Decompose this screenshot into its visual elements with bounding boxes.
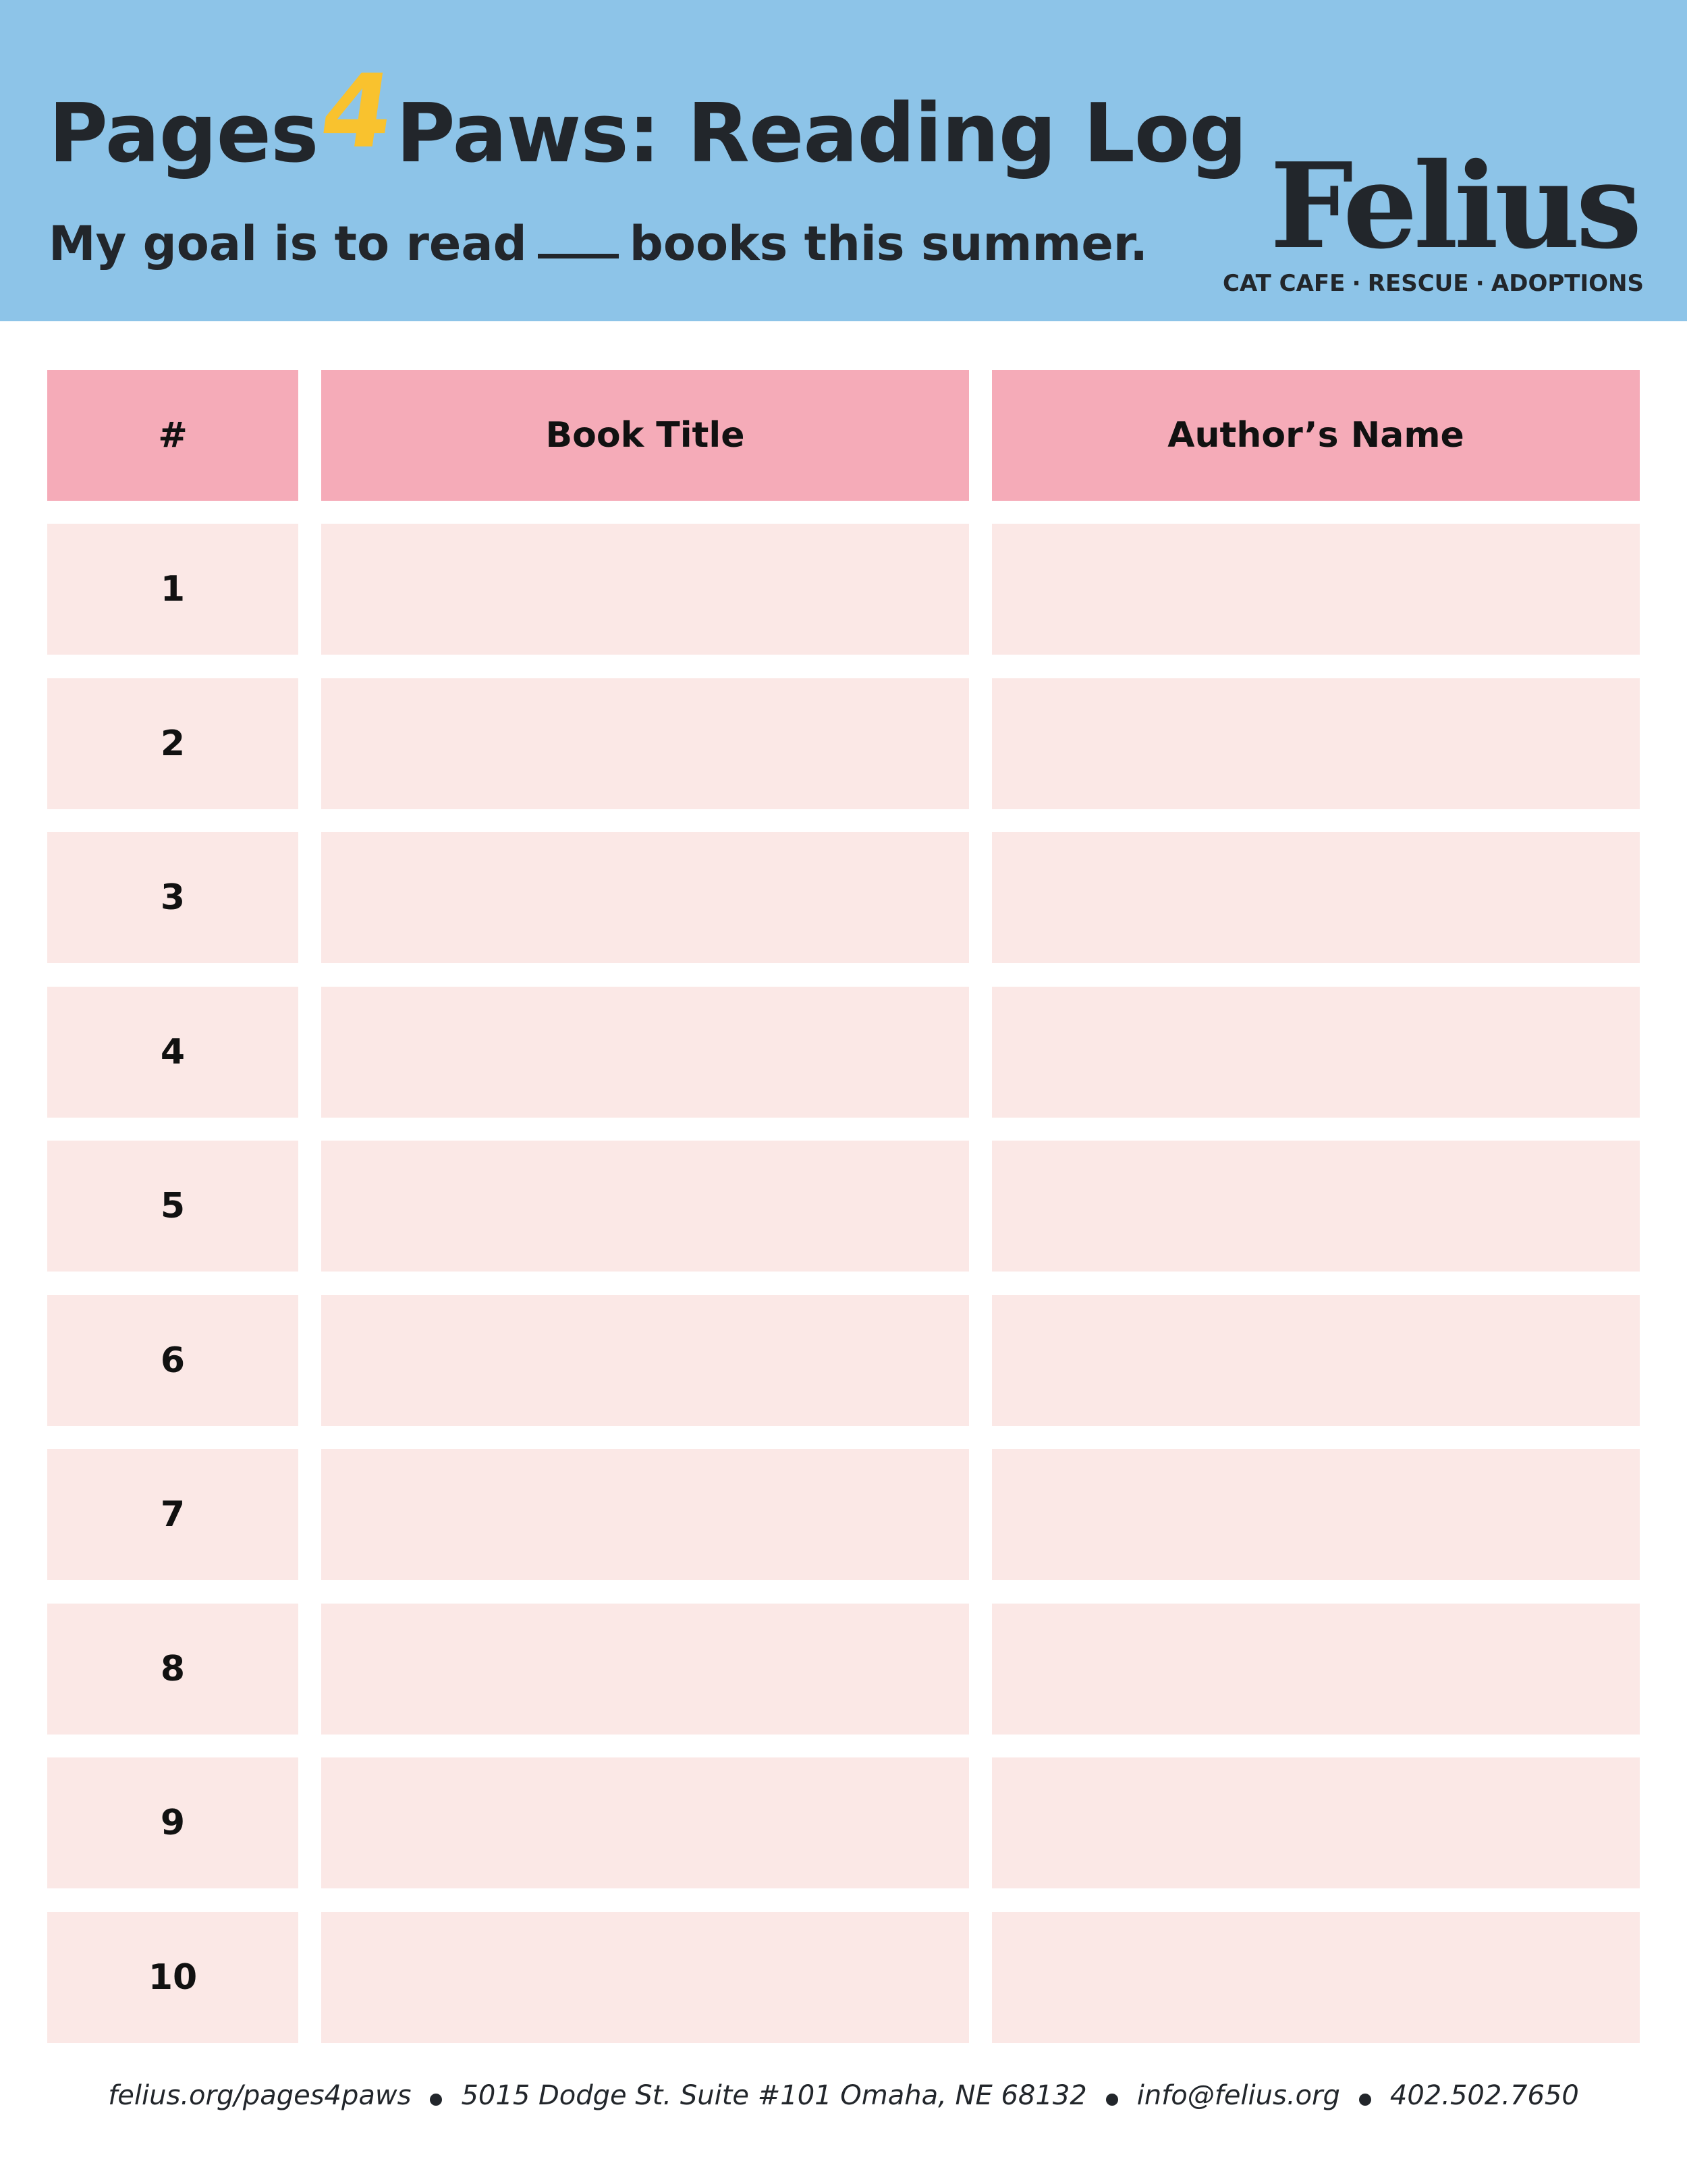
- row-number-cell: 5: [47, 1141, 298, 1272]
- author-name-entry[interactable]: [992, 1757, 1640, 1888]
- book-title-entry[interactable]: [321, 1141, 969, 1272]
- footer: [0, 2072, 1687, 2119]
- bullet-separator: [1106, 2094, 1118, 2106]
- book-title-entry[interactable]: [321, 1295, 969, 1426]
- author-name-entry[interactable]: [992, 1449, 1640, 1580]
- row-number-cell: 4: [47, 987, 298, 1118]
- title-part-1: Pages: [49, 87, 319, 181]
- goal-text-after: books this summer.: [629, 216, 1148, 271]
- row-number-cell: 3: [47, 832, 298, 963]
- row-number-cell: 8: [47, 1604, 298, 1735]
- author-name-entry[interactable]: [992, 832, 1640, 963]
- book-title-entry[interactable]: [321, 678, 969, 809]
- tagline-adoptions: ADOPTIONS: [1491, 270, 1644, 297]
- book-title-entry[interactable]: [321, 1604, 969, 1735]
- goal-blank-line: [538, 254, 619, 258]
- footer-address: 5015 Dodge St. Suite #101 Omaha, NE 68132: [461, 2080, 1087, 2111]
- row-number-cell: 7: [47, 1449, 298, 1580]
- book-title-entry[interactable]: [321, 987, 969, 1118]
- footer-phone: 402.502.7650: [1389, 2080, 1579, 2111]
- row-number-cell: 10: [47, 1912, 298, 2043]
- book-title-entry[interactable]: [321, 524, 969, 655]
- bullet-separator: [430, 2094, 442, 2106]
- reading-goal: [49, 213, 1148, 274]
- title-part-2: Paws: Reading Log: [395, 87, 1247, 181]
- bullet-separator: [1359, 2094, 1371, 2106]
- tagline-cat-cafe: CAT CAFE: [1223, 270, 1346, 297]
- row-number-cell: 9: [47, 1757, 298, 1888]
- row-number-cell: 2: [47, 678, 298, 809]
- book-title-entry[interactable]: [321, 1912, 969, 2043]
- tagline-separator: ·: [1475, 270, 1485, 297]
- book-title-entry[interactable]: [321, 1449, 969, 1580]
- row-number-cell: 6: [47, 1295, 298, 1426]
- tagline-separator: ·: [1352, 270, 1361, 297]
- author-name-entry[interactable]: [992, 1141, 1640, 1272]
- title-accent-four: 4: [314, 53, 401, 171]
- author-name-entry[interactable]: [992, 524, 1640, 655]
- column-header-book-title: Book Title: [321, 370, 969, 501]
- book-title-entry[interactable]: [321, 1757, 969, 1888]
- footer-email[interactable]: info@felius.org: [1136, 2080, 1340, 2111]
- column-header-author-name: Author’s Name: [992, 370, 1640, 501]
- goal-text-before: My goal is to read: [49, 216, 527, 271]
- author-name-entry[interactable]: [992, 1295, 1640, 1426]
- book-title-entry[interactable]: [321, 832, 969, 963]
- author-name-entry[interactable]: [992, 1604, 1640, 1735]
- author-name-entry[interactable]: [992, 678, 1640, 809]
- felius-logo: Felius: [1270, 138, 1638, 275]
- column-header-number: #: [47, 370, 298, 501]
- author-name-entry[interactable]: [992, 987, 1640, 1118]
- tagline-rescue: RESCUE: [1367, 270, 1469, 297]
- author-name-entry[interactable]: [992, 1912, 1640, 2043]
- row-number-cell: 1: [47, 524, 298, 655]
- header-banner: [0, 0, 1687, 321]
- page-title: [49, 53, 1247, 182]
- logo-tagline: [1223, 269, 1644, 298]
- footer-website[interactable]: felius.org/pages4paws: [108, 2080, 412, 2111]
